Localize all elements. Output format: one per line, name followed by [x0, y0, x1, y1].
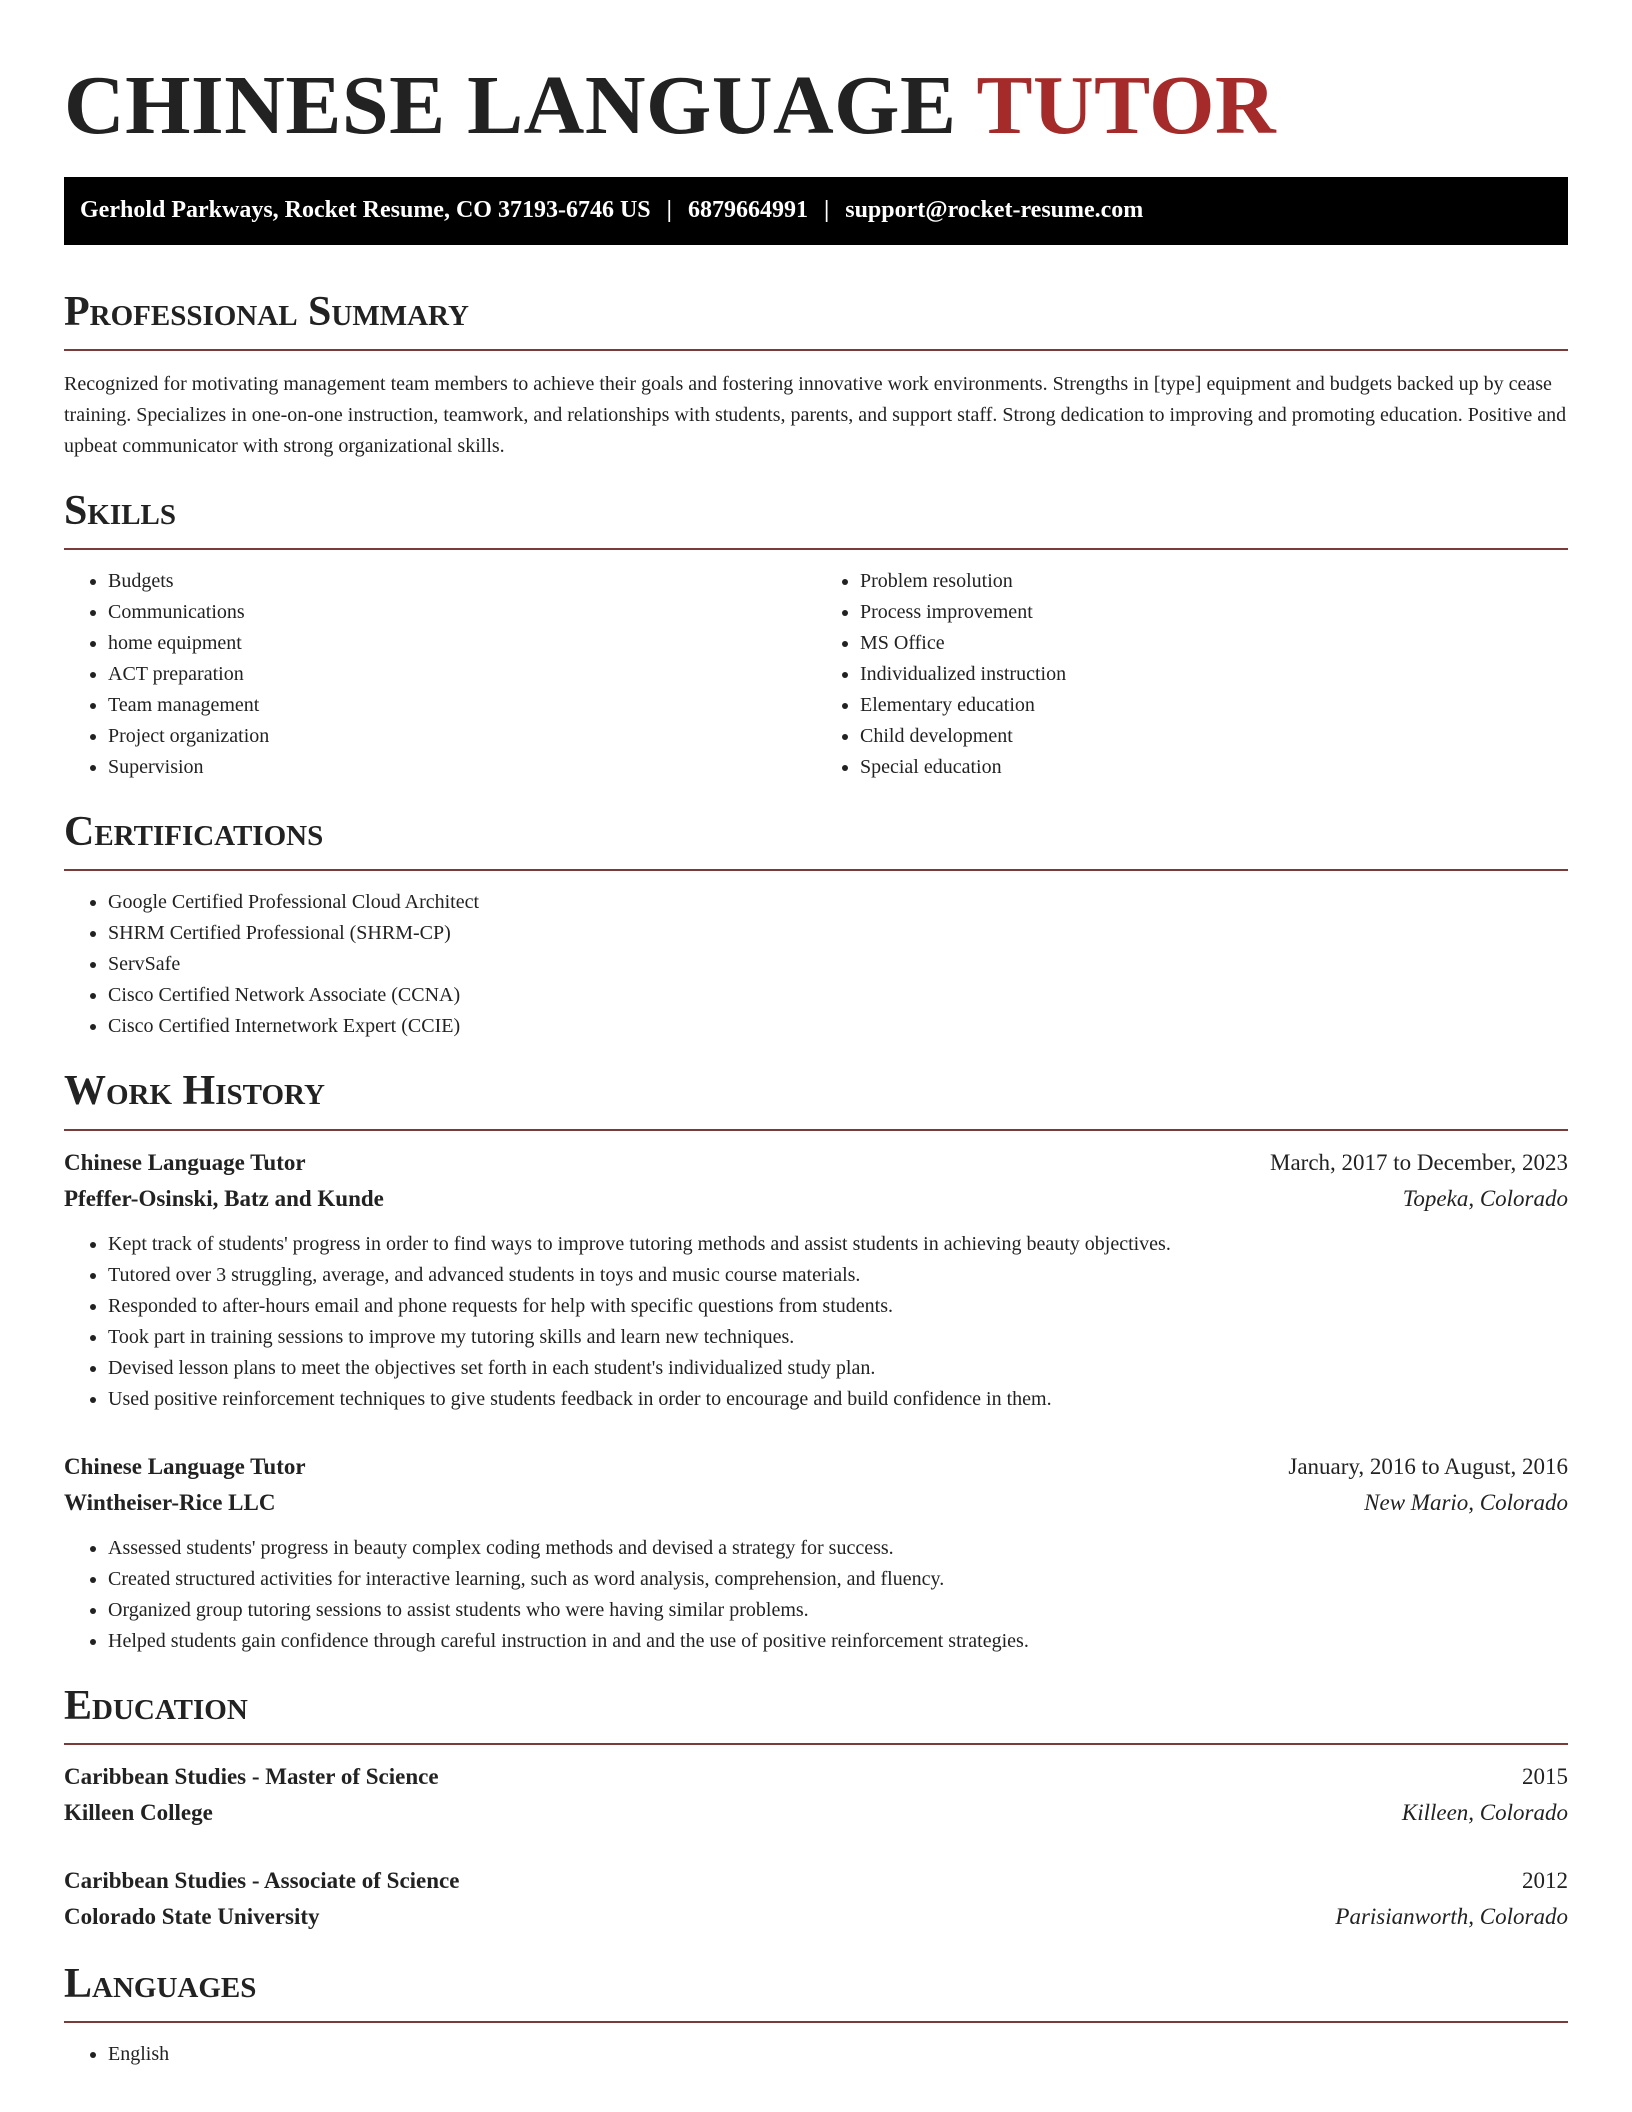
education-degree: Caribbean Studies - Associate of Science [64, 1867, 460, 1893]
education-entry [64, 1759, 1568, 1831]
summary-section [64, 289, 1568, 462]
skill-item: • home equipment [108, 628, 816, 659]
certification-item: • Cisco Certified Internetwork Expert (CCIE) [108, 1011, 1568, 1042]
job-dates: March, 2017 to December, 2023 [1270, 1149, 1568, 1175]
education-school: Killeen College [64, 1799, 213, 1825]
education-location: Parisianworth, Colorado [1335, 1903, 1568, 1929]
languages-list [64, 2039, 1568, 2070]
skill-item: • ACT preparation [108, 659, 816, 690]
skill-item: • Budgets [108, 566, 816, 597]
education-school: Colorado State University [64, 1903, 320, 1929]
certifications-section [64, 809, 1568, 1042]
skills-list-right [816, 566, 1568, 783]
languages-section [64, 1961, 1568, 2070]
education-school-row [64, 1899, 1568, 1935]
summary-text: Recognized for motivating management team members to achieve their goals and fostering innovative work environments. Strengths in [type] equipment and budgets backed up by cease training. Specializes in one-on-one instruction, teamwork, and relationships with students, parents, and support staff. Strong dedication to improving and promoting education. Positive and upbeat communicator with strong organizational skills. [64, 372, 1567, 457]
job-bullet: • Created structured activities for interactive learning, such as word analysis, comprehension, and fluency. [108, 1564, 1568, 1595]
certification-item: • ServSafe [108, 949, 1568, 980]
education-degree-row [64, 1759, 1568, 1795]
job-company: Wintheiser-Rice LLC [64, 1489, 276, 1515]
skills-columns [64, 566, 1568, 783]
job-bullets [64, 1533, 1568, 1657]
job-entry [64, 1449, 1568, 1657]
certification-item: • Google Certified Professional Cloud Architect [108, 887, 1568, 918]
job-title: Chinese Language Tutor [64, 1453, 306, 1479]
contact-phone: 6879664991 [687, 197, 808, 224]
education-heading: Education [64, 1683, 1568, 1745]
job-company-row [64, 1485, 1568, 1521]
job-location: New Mario, Colorado [1364, 1489, 1568, 1515]
skills-list-left [64, 566, 816, 783]
work-history-heading: Work History [64, 1068, 1568, 1130]
education-section [64, 1683, 1568, 1935]
skill-item: • Supervision [108, 752, 816, 783]
job-bullet: • Took part in training sessions to improve my tutoring skills and learn new techniques. [108, 1322, 1568, 1353]
job-header-row [64, 1449, 1568, 1485]
job-location: Topeka, Colorado [1402, 1185, 1568, 1211]
job-bullet: • Helped students gain confidence through careful instruction in and and the use of positive reinforcement strategies. [108, 1626, 1568, 1657]
skill-item: • Process improvement [860, 597, 1568, 628]
job-header-row [64, 1145, 1568, 1181]
certifications-list [64, 887, 1568, 1042]
education-year: 2012 [1522, 1867, 1568, 1893]
education-school-row [64, 1795, 1568, 1831]
skill-item: • Communications [108, 597, 816, 628]
contact-email: support@rocket-resume.com [845, 197, 1144, 224]
contact-separator: | [666, 197, 672, 224]
job-company: Pfeffer-Osinski, Batz and Kunde [64, 1185, 384, 1211]
job-bullet: • Kept track of students' progress in order to find ways to improve tutoring methods and assist students in achieving beauty objectives. [108, 1229, 1568, 1260]
education-degree-row [64, 1863, 1568, 1899]
title-accent: TUTOR [976, 59, 1277, 152]
contact-separator: | [823, 197, 830, 224]
job-company-row [64, 1181, 1568, 1217]
job-bullet: • Responded to after-hours email and phone requests for help with specific questions from students. [108, 1291, 1568, 1322]
skills-heading: Skills [64, 488, 1568, 550]
skill-item: • MS Office [860, 628, 1568, 659]
job-bullet: • Devised lesson plans to meet the objectives set forth in each student's individualized study plan. [108, 1353, 1568, 1384]
job-bullet: • Tutored over 3 struggling, average, and advanced students in toys and music course materials. [108, 1260, 1568, 1291]
certification-item: • SHRM Certified Professional (SHRM-CP) [108, 918, 1568, 949]
job-title: Chinese Language Tutor [64, 1149, 306, 1175]
job-bullets [64, 1229, 1568, 1415]
job-dates: January, 2016 to August, 2016 [1288, 1453, 1568, 1479]
summary-heading: Professional Summary [64, 289, 1568, 351]
skill-item: • Project organization [108, 721, 816, 752]
certification-item: • Cisco Certified Network Associate (CCNA) [108, 980, 1568, 1011]
contact-bar [64, 177, 1568, 245]
education-location: Killeen, Colorado [1401, 1799, 1568, 1825]
work-history-section [64, 1068, 1568, 1656]
skill-item: • Individualized instruction [860, 659, 1568, 690]
skill-item: • Elementary education [860, 690, 1568, 721]
education-year: 2015 [1522, 1763, 1568, 1789]
certifications-heading: Certifications [64, 809, 1568, 871]
job-bullet: • Organized group tutoring sessions to assist students who were having similar problems. [108, 1595, 1568, 1626]
skill-item: • Team management [108, 690, 816, 721]
skills-section [64, 488, 1568, 783]
job-bullet: • Assessed students' progress in beauty complex coding methods and devised a strategy for success. [108, 1533, 1568, 1564]
resume-title [64, 0, 1568, 157]
contact-address: Gerhold Parkways, Rocket Resume, CO 37193-6746 US [80, 197, 651, 224]
education-entry [64, 1863, 1568, 1935]
language-item: • English [108, 2039, 1568, 2070]
languages-heading: Languages [64, 1961, 1568, 2023]
education-degree: Caribbean Studies - Master of Science [64, 1763, 439, 1789]
job-entry [64, 1145, 1568, 1415]
skill-item: • Special education [860, 752, 1568, 783]
title-main: CHINESE LANGUAGE [64, 59, 977, 152]
job-bullet: • Used positive reinforcement techniques to give students feedback in order to encourage and build confidence in them. [108, 1384, 1568, 1415]
skill-item: • Child development [860, 721, 1568, 752]
skill-item: • Problem resolution [860, 566, 1568, 597]
